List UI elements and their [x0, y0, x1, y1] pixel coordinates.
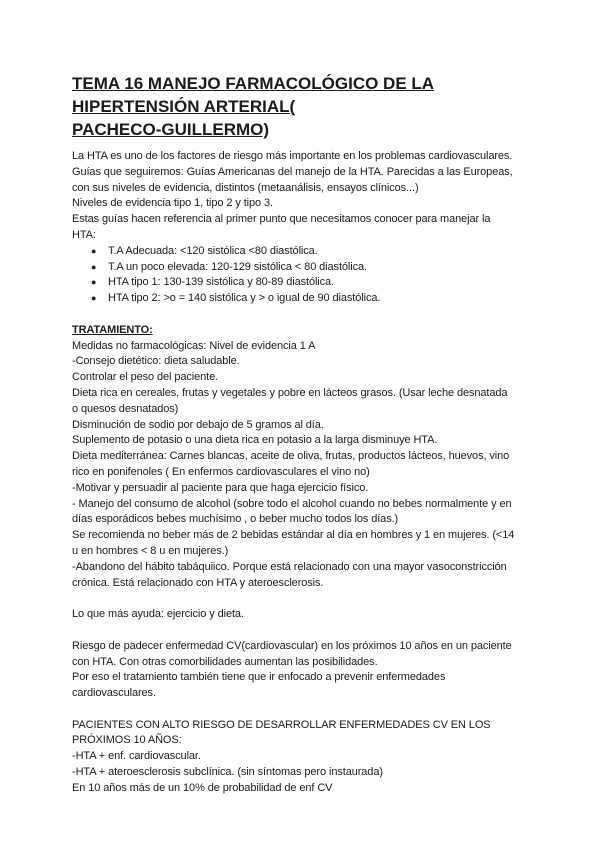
title-line: HIPERTENSIÓN ARTERIAL(: [72, 97, 296, 116]
list-item: ● T.A Adecuada: <120 sistólica <80 diastólica.: [108, 244, 542, 260]
blood-pressure-list: [72, 244, 542, 307]
treatment-line: -Abandono del hábito tabáquiico. Porque está relacionado con una mayor vasoconstricción: [72, 560, 507, 573]
intro-line: La HTA es uno de los factores de riesgo más importante en los problemas cardiovasculares.: [72, 150, 513, 162]
high-risk-line: En 10 años más de un 10% de probabilidad de enf CV: [72, 781, 333, 794]
title-line: TEMA 16 MANEJO FARMACOLÓGICO DE LA: [72, 74, 435, 93]
treatment-line: Dieta mediterránea: Carnes blancas, aceite de oliva, frutas, productos lácteos, huevos, vino: [72, 450, 510, 463]
treatment-line: o quesos desnatados): [72, 402, 179, 415]
treatment-line: Se recomienda no beber más de 2 bebidas estándar al día en hombres y 1 en mujeres. (<14: [72, 529, 515, 542]
treatment-line: Suplemento de potasio o una dieta rica en potasio a la larga disminuye HTA.: [72, 434, 438, 447]
title-line: PACHECO-GUILLERMO): [72, 120, 270, 139]
treatment-line: Disminución de sodio por debajo de 5 gramos al día.: [72, 418, 324, 431]
intro-line: Niveles de evidencia tipo 1, tipo 2 y tipo 3.: [72, 197, 273, 210]
treatment-line: Medidas no farmacológicas: Nivel de evidencia 1 A: [72, 339, 316, 352]
spacer: [72, 623, 542, 639]
spacer: [72, 591, 542, 607]
risk-line: con HTA. Con otras comorbilidades aumentan las posibilidades.: [72, 655, 378, 668]
risk-line: Por eso el tratamiento también tiene que ir enfocado a prevenir enfermedades: [72, 671, 446, 684]
intro-line: HTA:: [72, 228, 96, 241]
risk-line: Riesgo de padecer enfermedad CV(cardiovascular) en los próximos 10 años en un paciente: [72, 639, 512, 652]
intro-line: Guías que seguiremos: Guías Americanas del manejo de la HTA. Parecidas a las Europeas,: [72, 165, 513, 178]
list-item: ● T.A un poco elevada: 120-129 sistólica < 80 diastólica.: [108, 260, 542, 276]
treatment-line: - Manejo del consumo de alcohol (sobre todo el alcohol cuando no bebes normalmente y en: [72, 497, 512, 510]
intro-line: Estas guías hacen referencia al primer punto que necesitamos conocer para manejar la: [72, 213, 491, 226]
treatment-line: días esporádicos bebes muchísimo , o beber mucho todos los días.): [72, 513, 399, 526]
treatment-line: rico en ponifenoles ( En enfermos cardiovasculares el vino no): [72, 465, 370, 478]
list-item: ● HTA tipo 1: 130-139 sistólica y 80-89 diastólica.: [108, 275, 542, 291]
treatment-line: -Motivar y persuadir al paciente para que haga ejercicio físico.: [72, 481, 369, 494]
key-point: Lo que más ayuda: ejercicio y dieta.: [72, 608, 244, 621]
bullet-icon: ●: [91, 245, 97, 256]
high-risk-line: -HTA + ateroesclerosis subclínica. (sin síntomas pero instaurada): [72, 766, 383, 779]
bullet-icon: ●: [91, 293, 97, 304]
spacer: [72, 307, 542, 323]
high-risk-section: [72, 718, 542, 797]
treatment-line: Dieta rica en cereales, frutas y vegetales y pobre en lácteos grasos. (Usar leche desnatada: [72, 386, 508, 399]
treatment-section: [72, 339, 542, 592]
high-risk-line: -HTA + enf. cardiovascular.: [72, 750, 201, 763]
spacer: [72, 702, 542, 718]
bullet-icon: ●: [91, 261, 97, 272]
intro-line: con sus niveles de evidencia, distintos (metaanálisis, ensayos clínicos...): [72, 181, 419, 194]
document-title: [72, 72, 532, 141]
bullet-icon: ●: [91, 277, 97, 288]
intro-section: [72, 149, 542, 244]
high-risk-line: PACIENTES CON ALTO RIESGO DE DESARROLLAR ENFERMEDADES CV EN LOS: [72, 718, 491, 731]
treatment-line: -Consejo dietético: dieta saludable.: [72, 355, 240, 368]
high-risk-line: PRÓXIMOS 10 AÑOS:: [72, 734, 182, 747]
treatment-line: crónica. Está relacionado con HTA y ateroesclerosis.: [72, 576, 324, 589]
treatment-line: u en hombres < 8 u en mujeres.): [72, 544, 229, 557]
treatment-line: Controlar el peso del paciente.: [72, 371, 219, 384]
risk-line: cardiovasculares.: [72, 687, 156, 700]
treatment-heading: TRATAMIENTO:: [72, 323, 153, 336]
risk-section: [72, 639, 542, 702]
document-body: [72, 149, 542, 797]
list-item: ● HTA tipo 2: >o = 140 sistólica y > o igual de 90 diastólica.: [108, 291, 542, 307]
